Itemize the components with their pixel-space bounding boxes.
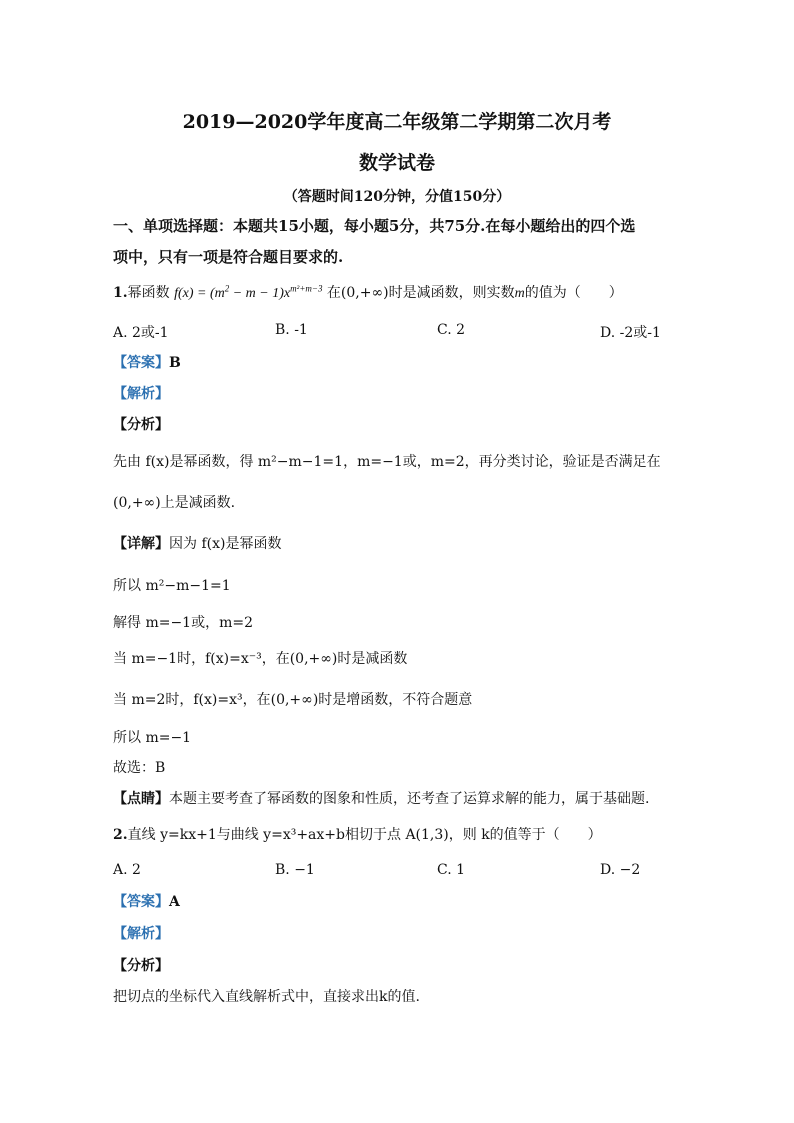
xiangjie-text: 因为 f(x)是幂函数 (169, 536, 282, 552)
q1-option-b: B. -1 (275, 322, 308, 338)
answer-label: 【答案】 (113, 355, 169, 371)
q1-step-6: 故选：B (113, 760, 166, 776)
q1-fenxi-line1: 先由 f(x)是幂函数，得 m²−m−1=1，m=−1或，m=2，再分类讨论，验证是否满足在 (113, 454, 661, 470)
time-info: （答题时间120分钟，分值150分） (283, 189, 511, 205)
q2-option-c: C. 1 (437, 862, 466, 878)
q2-option-a: A. 2 (113, 862, 141, 878)
section-heading-line1: 一、单项选择题：本题共15小题，每小题5分，共75分.在每小题给出的四个选 (113, 217, 636, 235)
question-1-stem (113, 284, 623, 303)
q2-answer (113, 893, 180, 911)
q1-dianjing (113, 790, 649, 808)
q2-option-b: B. −1 (275, 862, 315, 878)
q2-fenxi-text: 把切点的坐标代入直线解析式中，直接求出k的值. (113, 989, 420, 1005)
xiangjie-label: 【详解】 (113, 536, 169, 552)
q1-step-3: 当 m=−1时，f(x)=x⁻³，在(0,+∞)时是减函数 (113, 651, 408, 667)
question-1-var: m (514, 286, 525, 301)
section-heading-line2: 项中，只有一项是符合题目要求的. (113, 248, 344, 266)
q1-jiexi-label: 【解析】 (113, 386, 169, 402)
exam-subtitle: 数学试卷 (358, 152, 435, 174)
dianjing-label: 【点睛】 (113, 791, 169, 807)
question-1-formula: $f(x) = (m^2 - m - 1)x^{m^2+m-3}$ (174, 283, 323, 301)
q1-step-2: 解得 m=−1或，m=2 (113, 615, 254, 631)
question-1-prefix: 幂函数 (127, 285, 170, 301)
dianjing-text: 本题主要考查了幂函数的图象和性质，还考查了运算求解的能力，属于基础题. (169, 791, 650, 807)
question-2-stem: 2.直线 y=kx+1与曲线 y=x³+ax+b相切于点 A(1,3)，则 k的值等于（ ） (113, 827, 602, 843)
q2-jiexi-label: 【解析】 (113, 926, 169, 942)
question-2-number-inline: 2. (113, 827, 128, 843)
answer-value: B (169, 355, 181, 371)
q1-option-a: A. 2或-1 (113, 325, 169, 341)
q2-option-d: D. −2 (600, 862, 641, 878)
q1-option-d: D. -2或-1 (600, 325, 661, 341)
q1-step-5: 所以 m=−1 (113, 730, 192, 746)
q2-answer-value: A (169, 894, 180, 910)
q1-fenxi-line2: (0,+∞)上是减函数. (113, 495, 236, 511)
q2-answer-label: 【答案】 (113, 894, 169, 910)
q1-fenxi-label: 【分析】 (113, 417, 169, 433)
q1-option-c: C. 2 (437, 322, 466, 338)
q1-xiangjie (113, 535, 281, 553)
question-1-suffix: 的值为（ ） (524, 285, 623, 301)
q1-step-4: 当 m=2时，f(x)=x³，在(0,+∞)时是增函数，不符合题意 (113, 692, 473, 708)
question-1-number: 1. (113, 285, 128, 301)
question-1-middle: 在(0,+∞)时是减函数，则实数 (326, 285, 515, 301)
q2-fenxi-label: 【分析】 (113, 958, 169, 974)
q1-step-1: 所以 m²−m−1=1 (113, 578, 231, 594)
exam-title: 2019—2020学年度高二年级第二学期第二次月考 (182, 111, 612, 133)
q1-answer (113, 354, 181, 372)
